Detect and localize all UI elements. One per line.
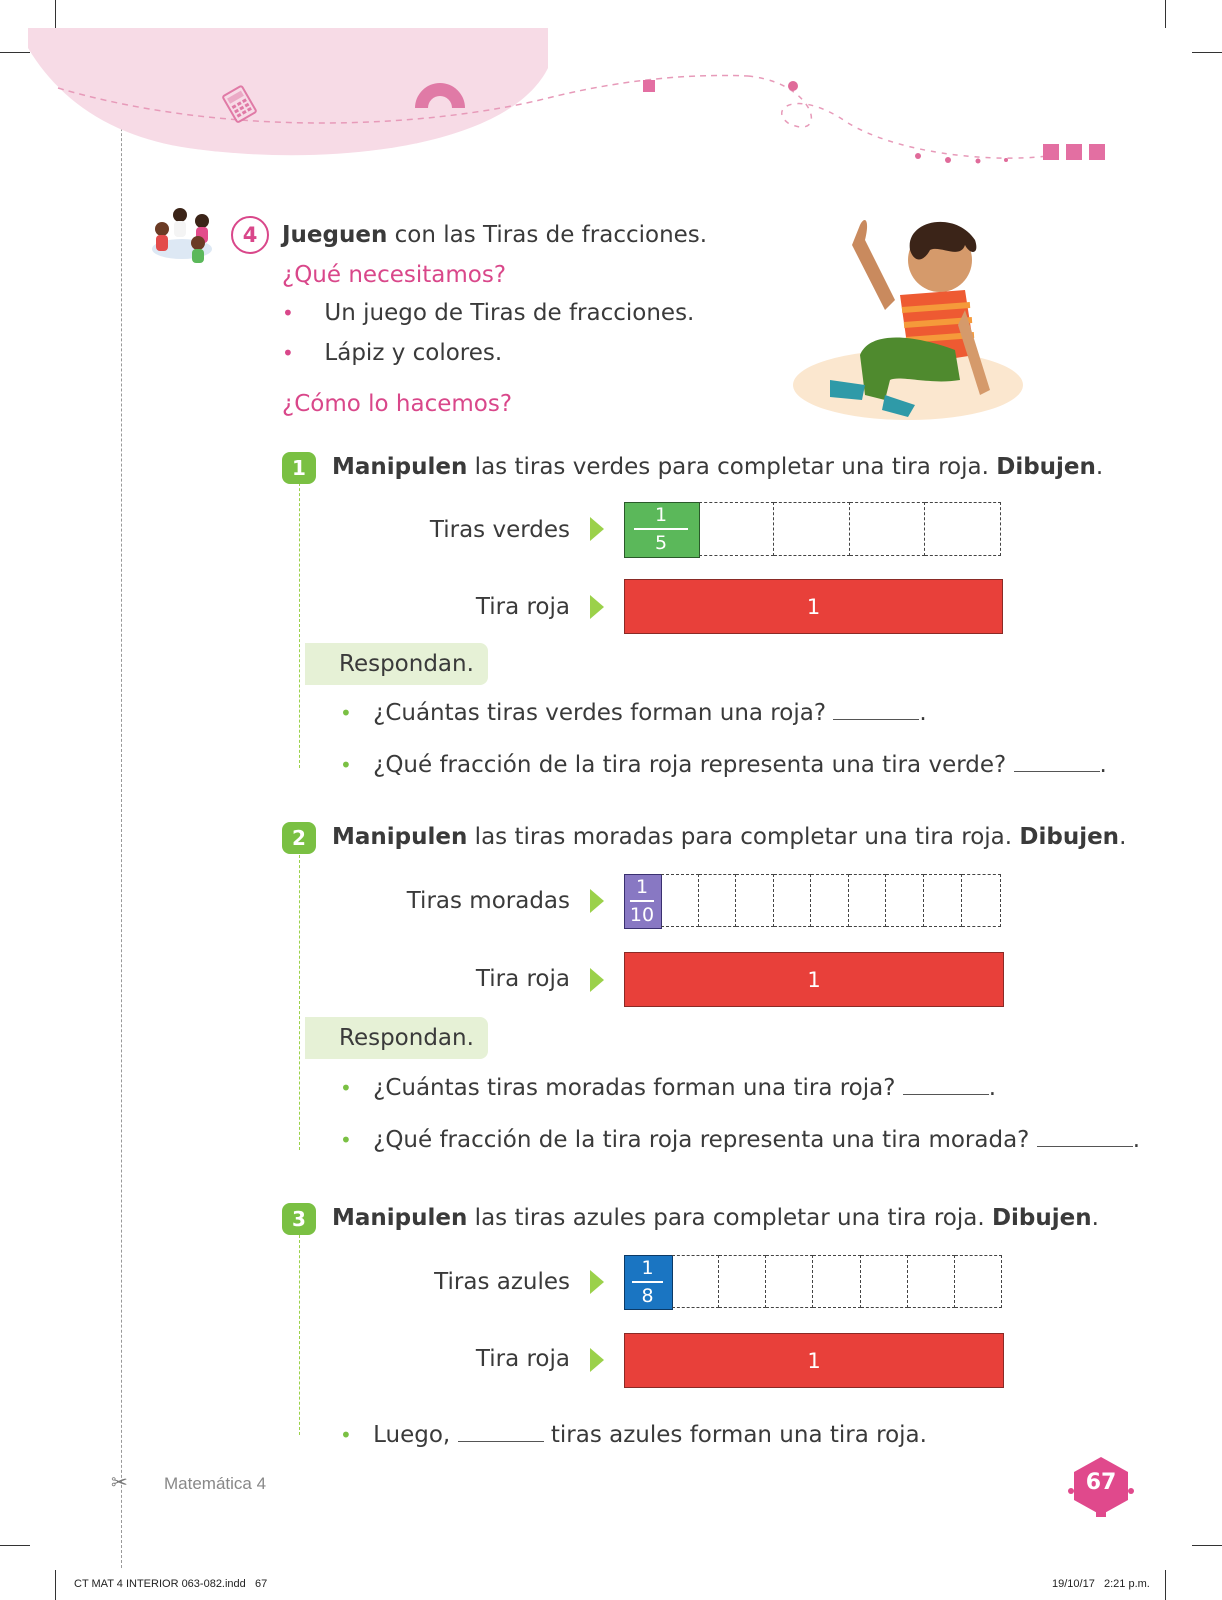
empty-cell[interactable]: [661, 874, 699, 927]
empty-cell[interactable]: [886, 874, 924, 927]
fraction-bar: [630, 900, 654, 902]
file-slug: CT MAT 4 INTERIOR 063-082.indd 67: [74, 1578, 268, 1590]
empty-cell[interactable]: [962, 874, 1001, 927]
activity-title-rest: con las Tiras de fracciones.: [387, 222, 708, 248]
arrow-icon: [590, 1348, 604, 1372]
red-strip-value: 1: [806, 594, 821, 619]
instruction-text: las tiras verdes para completar una tira roja.: [467, 454, 997, 480]
empty-strip-cells[interactable]: [661, 874, 1001, 927]
crop-mark: [55, 0, 56, 28]
fraction-numerator: 1: [635, 876, 649, 898]
question-item: • ¿Cuántas tiras verdes forman una roja? .: [340, 700, 927, 726]
fraction-numerator: 1: [641, 1257, 654, 1279]
team-work-icon: [148, 205, 216, 267]
empty-strip-cells[interactable]: [672, 1255, 1002, 1308]
fraction-label: [624, 876, 660, 926]
empty-cell[interactable]: [849, 874, 886, 927]
red-strip: [624, 1333, 1004, 1388]
empty-cell[interactable]: [766, 1255, 813, 1308]
red-strip: [624, 952, 1004, 1007]
strip-label: Tiras azules: [434, 1269, 570, 1295]
list-item: [282, 340, 694, 380]
need-item-2: Lápiz y colores.: [324, 340, 503, 366]
bullet-icon: •: [282, 301, 294, 325]
crop-mark: [0, 52, 30, 53]
answer-blank[interactable]: [903, 1078, 989, 1095]
strip-label: Tiras moradas: [406, 888, 570, 914]
red-strip-label: Tira roja: [475, 1346, 570, 1372]
empty-cell[interactable]: [925, 502, 1001, 556]
arrow-icon: [590, 889, 604, 913]
bullet-icon: •: [340, 753, 352, 777]
question-text: ¿Qué fracción de la tira roja representa una tira morada?: [373, 1127, 1037, 1153]
instruction-end: .: [1095, 454, 1104, 480]
red-strip-value: 1: [807, 967, 821, 992]
question-text: Luego,: [373, 1422, 458, 1448]
empty-strip-cells[interactable]: [699, 502, 1001, 556]
bullet-icon: •: [340, 701, 352, 725]
fraction-denominator: 10: [629, 903, 655, 926]
instruction-text: las tiras moradas para completar una tira roja.: [467, 824, 1020, 850]
question-text: ¿Cuántas tiras verdes forman una roja?: [373, 700, 834, 726]
empty-cell[interactable]: [774, 874, 811, 927]
crop-mark: [1165, 0, 1166, 28]
instruction-text: las tiras azules para completar una tira roja.: [467, 1205, 992, 1231]
crop-mark: [1192, 52, 1222, 53]
crop-mark: [1165, 1570, 1166, 1600]
empty-cell[interactable]: [861, 1255, 908, 1308]
fraction-label: [624, 504, 698, 554]
empty-cell[interactable]: [924, 874, 962, 927]
fraction-label: [624, 1257, 671, 1307]
list-item: [282, 300, 694, 340]
empty-cell[interactable]: [955, 1255, 1002, 1308]
instruction-verb: Manipulen: [332, 824, 468, 850]
crop-mark: [55, 1570, 56, 1600]
protractor-icon: [410, 70, 470, 115]
step-number-badge: [282, 452, 316, 484]
arrow-icon: [590, 1270, 604, 1294]
boy-illustration: [790, 205, 1025, 425]
question-text-end: tiras azules forman una tira roja.: [543, 1422, 927, 1448]
question-text: ¿Qué fracción de la tira roja representa una tira verde?: [373, 752, 1014, 778]
instruction-verb-2: Dibujen: [1019, 824, 1120, 850]
step-guide-line: [299, 855, 300, 1150]
calculator-icon: [220, 85, 260, 125]
strip-label: Tiras verdes: [429, 517, 570, 543]
fraction-numerator: 1: [654, 504, 668, 526]
fraction-denominator: 8: [641, 1284, 654, 1307]
fraction-bar: [632, 1281, 663, 1283]
arrow-icon: [590, 595, 604, 619]
arrow-icon: [590, 968, 604, 992]
step-number: 3: [292, 1207, 306, 1231]
fraction-bar: [634, 528, 688, 530]
empty-cell[interactable]: [811, 874, 849, 927]
need-heading: ¿Qué necesitamos?: [282, 262, 507, 288]
step-instruction: [332, 454, 1103, 480]
empty-cell[interactable]: [699, 502, 774, 556]
empty-cell[interactable]: [774, 502, 850, 556]
cut-line: [121, 28, 122, 1568]
red-strip-label: Tira roja: [475, 594, 570, 620]
question-item: • ¿Cuántas tiras moradas forman una tira roja? .: [340, 1075, 997, 1101]
answer-blank[interactable]: [1014, 755, 1100, 772]
need-list: [282, 300, 694, 380]
empty-cell[interactable]: [672, 1255, 719, 1308]
step-number-badge: [282, 822, 316, 854]
activity-number: 4: [242, 223, 258, 247]
how-heading: ¿Cómo lo hacemos?: [282, 391, 513, 417]
header-decoration: [28, 28, 1138, 168]
activity-title: [282, 222, 707, 248]
step-guide-line: [299, 1235, 300, 1435]
instruction-end: .: [1119, 824, 1127, 850]
page-number: 67: [1085, 1470, 1117, 1495]
red-strip-value: 1: [807, 1348, 821, 1373]
empty-cell[interactable]: [699, 874, 736, 927]
activity-number-badge: [231, 216, 269, 254]
bullet-icon: •: [340, 1423, 352, 1447]
bullet-icon: •: [340, 1128, 352, 1152]
empty-cell[interactable]: [736, 874, 774, 927]
instruction-verb-2: Dibujen: [991, 1205, 1092, 1231]
step-number-badge: [282, 1203, 316, 1235]
instruction-verb: Manipulen: [332, 1205, 468, 1231]
instruction-end: .: [1091, 1205, 1099, 1231]
print-date: 19/10/17 2:21 p.m.: [1052, 1578, 1150, 1590]
step-guide-line: [299, 478, 300, 768]
red-strip-label: Tira roja: [475, 966, 570, 992]
crop-mark: [1192, 1545, 1222, 1546]
empty-cell[interactable]: [850, 502, 925, 556]
question-item: • ¿Qué fracción de la tira roja representa una tira verde? .: [340, 752, 1107, 778]
arrow-icon: [590, 517, 604, 541]
book-title: Matemática 4: [164, 1474, 267, 1493]
question-text: ¿Cuántas tiras moradas forman una tira roja?: [373, 1075, 903, 1101]
respond-banner: Respondan.: [305, 643, 488, 685]
empty-cell[interactable]: [908, 1255, 955, 1308]
answer-blank[interactable]: [833, 703, 919, 720]
fraction-denominator: 5: [654, 531, 668, 554]
step-number: 2: [292, 826, 306, 850]
answer-blank[interactable]: [1037, 1130, 1133, 1147]
bullet-icon: •: [282, 341, 294, 365]
need-item-1: Un juego de Tiras de fracciones.: [324, 300, 695, 326]
activity-title-bold: Jueguen: [282, 222, 388, 248]
empty-cell[interactable]: [719, 1255, 766, 1308]
question-item: [340, 1422, 927, 1448]
crop-mark: [0, 1545, 30, 1546]
step-instruction: [332, 1205, 1099, 1231]
scissors-icon: ✂: [111, 1470, 128, 1494]
step-number: 1: [292, 456, 306, 480]
instruction-verb: Manipulen: [332, 454, 468, 480]
empty-cell[interactable]: [813, 1255, 861, 1308]
step-instruction: [332, 824, 1126, 850]
question-item: • ¿Qué fracción de la tira roja representa una tira morada? .: [340, 1127, 1141, 1153]
instruction-verb-2: Dibujen: [996, 454, 1096, 480]
answer-blank[interactable]: [458, 1425, 544, 1442]
respond-banner: Respondan.: [305, 1017, 488, 1059]
red-strip: [624, 579, 1003, 634]
bullet-icon: •: [340, 1076, 352, 1100]
